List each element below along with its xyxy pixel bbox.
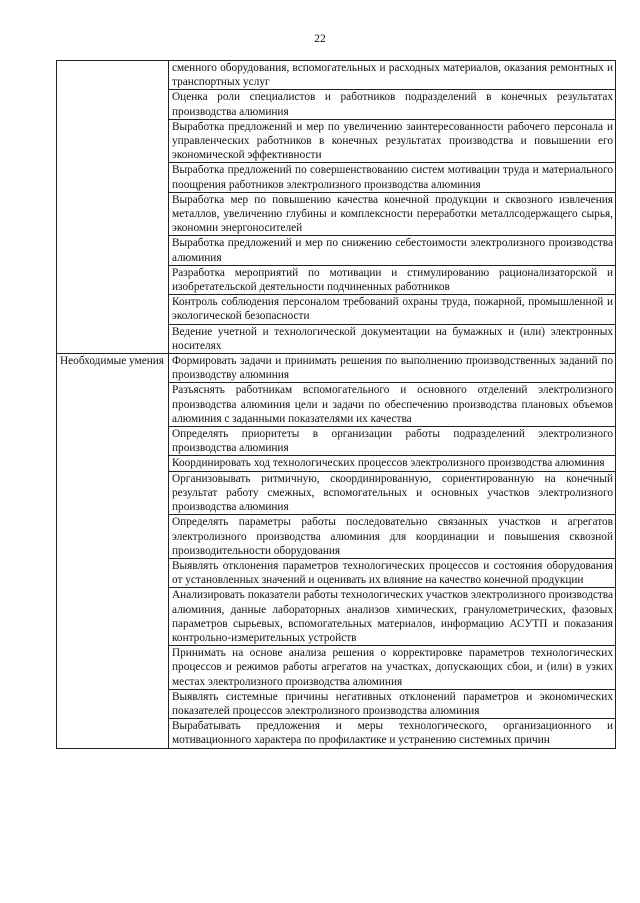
table-row bbox=[57, 354, 616, 383]
table-cell: Ведение учетной и технологической документации на бумажных и (или) электронных носителях bbox=[169, 324, 616, 353]
table-cell: Разъяснять работникам вспомогательного и основного отделений электролизного производства алюминия цели и задачи по обеспечению производства плановых объемов алюминия с заданными показателями их качества bbox=[169, 383, 616, 427]
table-cell: Выработка предложений и мер по увеличению заинтересованности рабочего персонала и управленческих работников в конечных результатах производства и повышении его экономической эффективности bbox=[169, 119, 616, 163]
table-cell: Вырабатывать предложения и меры технологического, организационного и мотивационного характера по профилактике и устранению системных причин bbox=[169, 719, 616, 748]
page-number: 22 bbox=[314, 33, 326, 45]
table-cell: Выработка предложений по совершенствованию систем мотивации труда и материального поощрения работников электролизного производства алюминия bbox=[169, 163, 616, 192]
table-cell: Выявлять системные причины негативных отклонений параметров и экономических показателей процессов электролизного производства алюминия bbox=[169, 689, 616, 718]
table-cell: Анализировать показатели работы технологических участков электролизного производства алюминия, данные лабораторных анализов химических, гранулометрических, фазовых параметров сырьевых, вспомогательных материалов, информацию АСУТП и показания контрольно-измерительных устройств bbox=[169, 588, 616, 646]
table-cell: Контроль соблюдения персоналом требований охраны труда, пожарной, промышленной и экологической безопасности bbox=[169, 295, 616, 324]
table-cell: Оценка роли специалистов и работников подразделений в конечных результатах производства алюминия bbox=[169, 90, 616, 119]
table-cell: Формировать задачи и принимать решения по выполнению производственных заданий по производству алюминия bbox=[169, 354, 616, 383]
table-cell: сменного оборудования, вспомогательных и расходных материалов, оказания ремонтных и транспортных услуг bbox=[169, 61, 616, 90]
table-cell: Организовывать ритмичную, скоординированную, сориентированную на конечный результат работу смежных, вспомогательных и основных участков электролизного производства алюминия bbox=[169, 471, 616, 515]
table-cell: Определять приоритеты в организации работы подразделений электролизного производства алюминия bbox=[169, 427, 616, 456]
table-cell: Выработка мер по повышению качества конечной продукции и сквозного извлечения металлов, увеличению глубины и комплексности переработки металлсодержащего сырья, экономии энергоносителей bbox=[169, 192, 616, 236]
section-label bbox=[57, 61, 169, 354]
table-cell: Разработка мероприятий по мотивации и стимулированию рационализаторской и изобретательской деятельности подчиненных работников bbox=[169, 265, 616, 294]
table-cell: Определять параметры работы последовательно связанных участков и агрегатов электролизного производства алюминия для координации и повышения сквозной производительности оборудования bbox=[169, 515, 616, 559]
table-row bbox=[57, 61, 616, 90]
competency-table bbox=[56, 60, 616, 749]
section-label: Необходимые умения bbox=[57, 354, 169, 748]
table-cell: Выявлять отклонения параметров технологических процессов и состояния оборудования от установленных значений и оценивать их влияние на качество конечной продукции bbox=[169, 558, 616, 587]
table-cell: Выработка предложений и мер по снижению себестоимости электролизного производства алюминия bbox=[169, 236, 616, 265]
table-cell: Координировать ход технологических процессов электролизного производства алюминия bbox=[169, 456, 616, 471]
table-cell: Принимать на основе анализа решения о корректировке параметров технологических процессов и режимов работы агрегатов на участках, допускающих сбои, и (или) в узких местах электролизного производства алюминия bbox=[169, 646, 616, 690]
